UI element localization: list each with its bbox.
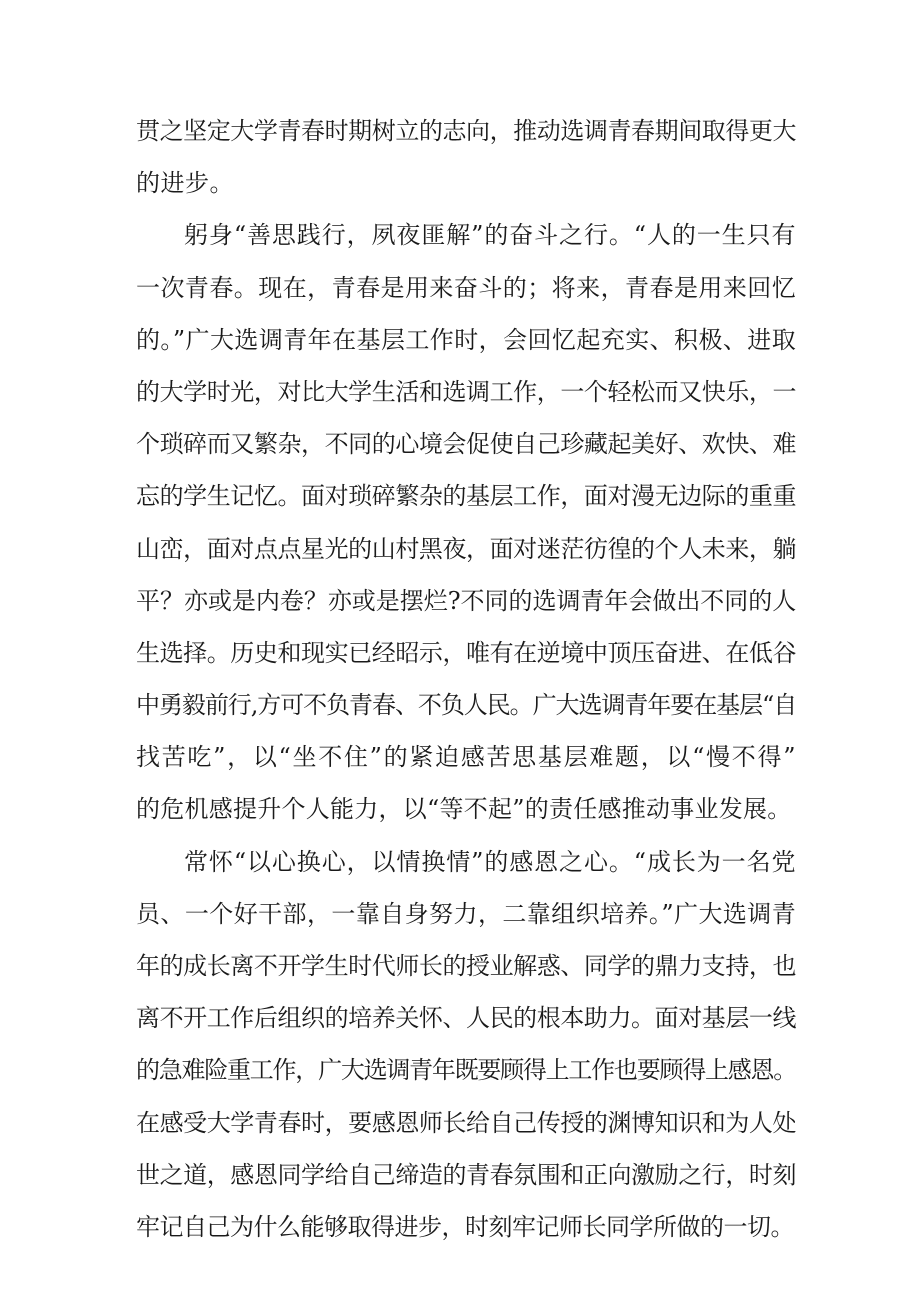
text-line: 躬身“善思践行，夙夜匪解”的奋斗之行。“人的一生只有 bbox=[184, 221, 796, 250]
text-line: 中勇毅前行,方可不负青春、不负人民。广大选调青年要在基层“自 bbox=[136, 691, 796, 720]
text-line: 年的成长离不开学生时代师长的授业解惑、同学的鼎力支持，也 bbox=[136, 952, 796, 980]
text-line: 贯之坚定大学青春时期树立的志向，推动选调青春期间取得更大 bbox=[136, 117, 796, 145]
text-line: 的大学时光，对比大学生活和选调工作，一个轻松而又快乐，一 bbox=[136, 377, 796, 406]
text-line: 的危机感提升个人能力，以“等不起”的责任感推动事业发展。 bbox=[136, 795, 792, 824]
text-line: 忘的学生记忆。面对琐碎繁杂的基层工作，面对漫无边际的重重 bbox=[136, 482, 796, 511]
text-line: 的进步。 bbox=[136, 169, 234, 198]
text-line: 世之道，感恩同学给自己缔造的青春氛围和正向激励之行，时刻 bbox=[136, 1160, 796, 1189]
text-line: 生选择。历史和现实已经昭示，唯有在逆境中顶压奋进、在低谷 bbox=[136, 638, 796, 667]
text-line: 的急难险重工作，广大选调青年既要顾得上工作也要顾得上感恩。 bbox=[136, 1056, 796, 1085]
text-line: 在感受大学青春时，要感恩师长给自己传授的渊博知识和为人处 bbox=[136, 1108, 796, 1137]
text-line: 的。”广大选调青年在基层工作时，会回忆起充实、积极、进取 bbox=[136, 325, 796, 354]
text-line: 离不开工作后组织的培养关怀、人民的根本助力。面对基层一线 bbox=[136, 1004, 796, 1033]
text-line: 牢记自己为什么能够取得进步，时刻牢记师长同学所做的一切。 bbox=[136, 1212, 794, 1241]
text-line: 常怀“以心换心，以情换情”的感恩之心。“成长为一名党 bbox=[184, 847, 796, 876]
text-line: 一次青春。现在，青春是用来奋斗的；将来，青春是用来回忆 bbox=[136, 273, 796, 302]
text-line: 个琐碎而又繁杂，不同的心境会促使自己珍藏起美好、欢快、难 bbox=[136, 430, 796, 459]
text-line: 山峦，面对点点星光的山村黑夜，面对迷茫彷徨的个人未来，躺 bbox=[136, 534, 796, 563]
text-line: 平？亦或是内卷？亦或是摆烂?不同的选调青年会做出不同的人 bbox=[136, 586, 796, 615]
body-text bbox=[136, 105, 796, 1253]
text-line: 员、一个好干部，一靠自身努力，二靠组织培养。”广大选调青 bbox=[136, 899, 796, 928]
text-line: 找苦吃”，以“坐不住”的紧迫感苦思基层难题，以“慢不得” bbox=[136, 743, 796, 772]
